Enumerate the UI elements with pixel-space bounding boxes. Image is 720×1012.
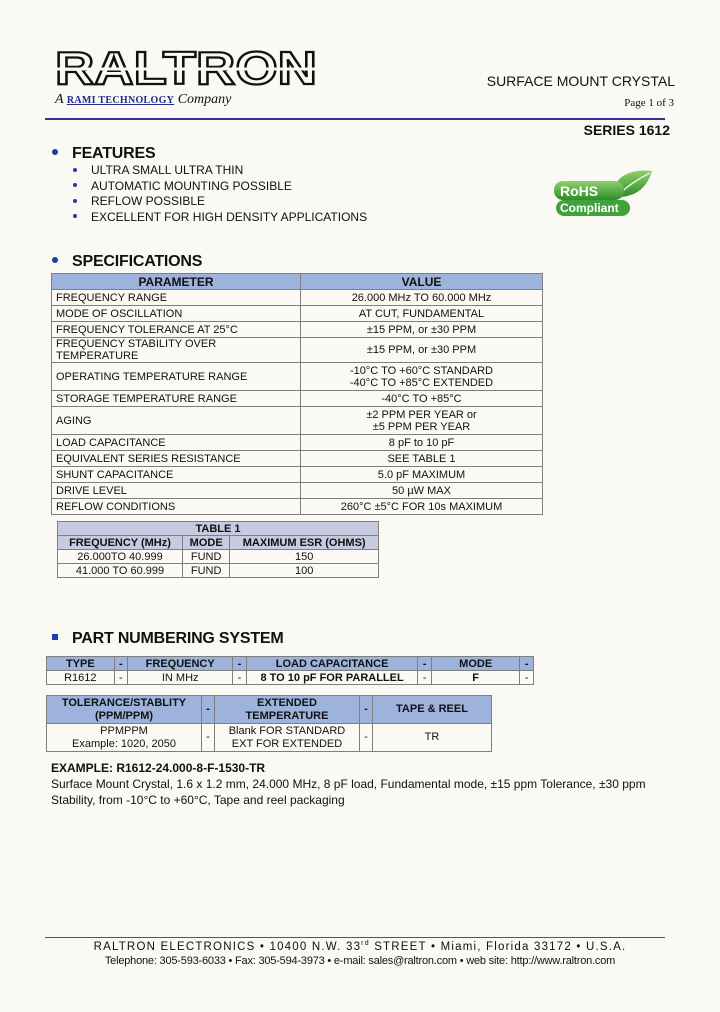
table-row: PPMPPM Example: 1020, 2050 - Blank FOR STANDARD EXT FOR EXTENDED - TR	[47, 724, 492, 752]
table-header-row: FREQUENCY (MHz) MODE MAXIMUM ESR (OHMS)	[58, 536, 379, 550]
table-row: EQUIVALENT SERIES RESISTANCE SEE TABLE 1	[52, 451, 543, 467]
list-item: AUTOMATIC MOUNTING POSSIBLE	[73, 179, 367, 195]
tagline-brand: RAMI TECHNOLOGY	[66, 95, 175, 106]
specs-title: SPECIFICATIONS	[72, 253, 203, 270]
table-row: OPERATING TEMPERATURE RANGE -10°C TO +60°C STANDARD -40°C TO +85°C EXTENDED	[52, 363, 543, 391]
col-parameter: PARAMETER	[52, 274, 301, 290]
part-numbering-title: PART NUMBERING SYSTEM	[72, 630, 284, 647]
rohs-text: RoHS	[560, 183, 599, 199]
list-item: EXCELLENT FOR HIGH DENSITY APPLICATIONS	[73, 210, 367, 226]
tagline-suffix: Company	[177, 92, 232, 107]
header-rule	[45, 118, 665, 120]
raltron-logo	[55, 47, 320, 89]
table-row: 26.000TO 40.999 FUND 150	[58, 550, 379, 564]
bullet-icon	[73, 183, 77, 187]
example-description: Surface Mount Crystal, 1.6 x 1.2 mm, 24.000 MHz, 8 pF load, Fundamental mode, ±15 ppm Tolerance, ±30 ppm Stability, from -10°C to +60°C, Tape and reel packaging	[51, 777, 646, 807]
document-title: SURFACE MOUNT CRYSTAL	[486, 73, 675, 89]
features-list	[73, 163, 367, 225]
bullet-icon	[52, 634, 58, 640]
table1-title: TABLE 1	[58, 522, 379, 536]
table-row: STORAGE TEMPERATURE RANGE -40°C TO +85°C	[52, 391, 543, 407]
rohs-compliant-badge	[552, 167, 656, 221]
table-row: AGING ±2 PPM PER YEAR or ±5 PPM PER YEAR	[52, 407, 543, 435]
table-row: FREQUENCY TOLERANCE AT 25°C ±15 PPM, or ±30 PPM	[52, 322, 543, 338]
logo-text: RALTRON	[55, 47, 317, 89]
bullet-icon	[73, 214, 77, 218]
tagline-prefix: A	[55, 92, 64, 107]
list-item: ULTRA SMALL ULTRA THIN	[73, 163, 367, 179]
table-row: MODE OF OSCILLATION AT CUT, FUNDAMENTAL	[52, 306, 543, 322]
table-row: FREQUENCY STABILITY OVER TEMPERATURE ±15 PPM, or ±30 PPM	[52, 338, 543, 363]
part-number-table-1	[46, 656, 534, 685]
table-row: SHUNT CAPACITANCE 5.0 pF MAXIMUM	[52, 467, 543, 483]
table-row: REFLOW CONDITIONS 260°C ±5°C FOR 10s MAXIMUM	[52, 499, 543, 515]
bullet-icon	[52, 149, 58, 155]
specifications-table	[51, 273, 543, 515]
table-row: LOAD CAPACITANCE 8 pF to 10 pF	[52, 435, 543, 451]
company-tagline	[55, 92, 231, 108]
footer-contact: Telephone: 305-593-6033 • Fax: 305-594-3973 • e-mail: sales@raltron.com • web site: http://www.raltron.com	[104, 955, 616, 967]
col-value: VALUE	[301, 274, 543, 290]
footer-rule	[45, 937, 665, 938]
table-title-row	[58, 522, 379, 536]
page-number: Page 1 of 3	[624, 97, 674, 109]
part-number-table-2	[46, 695, 492, 752]
table-row: DRIVE LEVEL 50 µW MAX	[52, 483, 543, 499]
table-header-row	[52, 274, 543, 290]
example-title: EXAMPLE: R1612-24.000-8-F-1530-TR	[51, 761, 266, 775]
table-row: 41.000 TO 60.999 FUND 100	[58, 564, 379, 578]
bullet-icon	[73, 199, 77, 203]
features-title: FEATURES	[72, 145, 156, 162]
part-numbering-heading	[52, 630, 284, 648]
table-row: R1612 - IN MHz - 8 TO 10 pF FOR PARALLEL - F -	[47, 671, 534, 685]
table-row: FREQUENCY RANGE 26.000 MHz TO 60.000 MHz	[52, 290, 543, 306]
features-heading	[52, 145, 155, 163]
bullet-icon	[73, 168, 77, 172]
footer-address: RALTRON ELECTRONICS • 10400 N.W. 33rd STREET • Miami, Florida 33172 • U.S.A.	[93, 940, 627, 953]
compliant-text: Compliant	[560, 201, 619, 215]
series-label: SERIES 1612	[583, 122, 670, 138]
list-item: REFLOW POSSIBLE	[73, 194, 367, 210]
table-header-row: TOLERANCE/STABLITY (PPM/PPM) - EXTENDED TEMPERATURE - TAPE & REEL	[47, 696, 492, 724]
esr-table	[57, 521, 379, 578]
table-header-row: TYPE - FREQUENCY - LOAD CAPACITANCE - MODE -	[47, 657, 534, 671]
specifications-heading	[52, 253, 202, 271]
bullet-icon	[52, 257, 58, 263]
